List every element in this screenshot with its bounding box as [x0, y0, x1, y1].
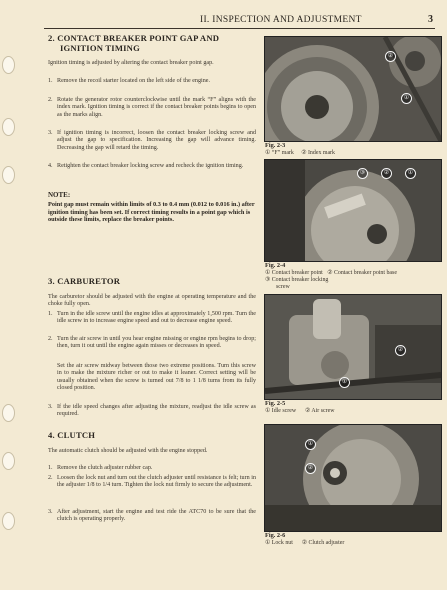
- callout-marker: ①: [305, 439, 316, 450]
- figure-caption: ① “F” mark ② Index mark: [265, 150, 335, 156]
- figure-caption: ① Contact breaker point ② Contact breaker point base: [265, 270, 397, 276]
- list-item: 2. Loosen the lock nut and turn out the clutch adjuster until resistance is felt; turn in the adjuster 1/8 to 1/4 turn. Tighten the lock nut firmly to secure the adjustment.: [48, 475, 256, 489]
- list-item: 2. Turn the air screw in until you hear engine missing or engine rpm begins to drop; then, turn it out until the engine again misses or decreases in speed.: [48, 336, 256, 350]
- binder-hole: [2, 56, 15, 74]
- callout-marker: ②: [385, 51, 396, 62]
- list-item: 1. Turn in the idle screw until the engine idles at approximately 1,500 rpm. Turn the idle screw in to increase engine speed and out to decrease engine speed.: [48, 311, 256, 325]
- note-text: Point gap must remain within limits of 0.3 to 0.4 mm (0.012 to 0.016 in.) after ignition timing has been set. If correct timing results in a point gap which is outside these limits, replace the breaker points.: [48, 201, 255, 223]
- list-item: 3. If ignition timing is incorrect, loosen the contact breaker locking screw and adjust the gap to specification. Increasing the gap will advance timing. Decreasing the gap will retard the timing.: [48, 130, 256, 151]
- list-item: 4. Retighten the contact breaker locking screw and recheck the ignition timing.: [48, 163, 244, 169]
- binder-hole: [2, 404, 15, 422]
- binder-hole: [2, 166, 15, 184]
- callout-marker: ①: [401, 93, 412, 104]
- figure-label: Fig. 2-6: [265, 532, 286, 539]
- figure-label: Fig. 2-4: [265, 262, 286, 269]
- paragraph: The automatic clutch should be adjusted with the engine stopped.: [48, 448, 208, 454]
- figure-caption: screw: [276, 284, 290, 290]
- section-title-clutch: 4. CLUTCH: [48, 430, 96, 440]
- binder-hole: [2, 512, 15, 530]
- callout-marker: ①: [339, 377, 350, 388]
- figure-photo: [264, 36, 442, 142]
- callout-marker: ②: [381, 168, 392, 179]
- binder-hole: [2, 118, 15, 136]
- carburetor-photo: [265, 295, 441, 399]
- callout-marker: ②: [305, 463, 316, 474]
- figure-caption: ① Lock nut ② Clutch adjuster: [265, 540, 345, 546]
- list-item: 3. If the idle speed changes after adjusting the mixture, readjust the idle screw as required.: [48, 404, 256, 418]
- header-divider: [44, 28, 435, 29]
- list-item: 3. After adjustment, start the engine and test ride the ATC70 to be sure that the clutch is operating properly.: [48, 509, 256, 523]
- figure-caption: ① Idle screw ② Air screw: [265, 408, 335, 414]
- figure-caption: ③ Contact breaker locking: [265, 277, 329, 283]
- clutch-adjuster-photo: [265, 425, 441, 531]
- section-title-carburetor: 3. CARBURETOR: [48, 276, 121, 286]
- callout-marker: ②: [395, 345, 406, 356]
- callout-marker: ①: [405, 168, 416, 179]
- paragraph: Ignition timing is adjusted by altering the contact breaker point gap.: [48, 60, 214, 66]
- figure-photo: [264, 159, 442, 262]
- list-item: 2. Rotate the generator rotor counterclockwise until the mark “F” aligns with the index mark. Ignition timing is correct if the contact breaker points begins to open as the marks align.: [48, 97, 256, 118]
- section-title-breaker: 2. CONTACT BREAKER POINT GAP AND IGNITION TIMING: [48, 33, 220, 53]
- page-number: 3: [428, 14, 433, 25]
- binder-hole: [2, 452, 15, 470]
- figure-label: Fig. 2-5: [265, 400, 286, 407]
- callout-marker: ③: [357, 168, 368, 179]
- figure-photo: [264, 294, 442, 400]
- note-label: NOTE:: [48, 191, 71, 199]
- list-item: 1. Remove the clutch adjuster rubber cap.: [48, 465, 153, 471]
- engine-rotor-photo: [265, 37, 441, 141]
- list-item: 1. Remove the recoil starter located on the left side of the engine.: [48, 78, 210, 84]
- paragraph: The carburetor should be adjusted with the engine at operating temperature and the choke fully open.: [48, 294, 256, 308]
- figure-photo: [264, 424, 442, 532]
- paragraph: Set the air screw midway between those two extreme positions. Turn this screw in to make the mixture richer or out to make it leaner. Correct setting will be usually obtained when the screw is turned out 7/8 to 1 1/8 turns from its fully closed position.: [57, 363, 256, 392]
- chapter-title: II. INSPECTION AND ADJUSTMENT: [200, 15, 362, 25]
- figure-label: Fig. 2-3: [265, 142, 286, 149]
